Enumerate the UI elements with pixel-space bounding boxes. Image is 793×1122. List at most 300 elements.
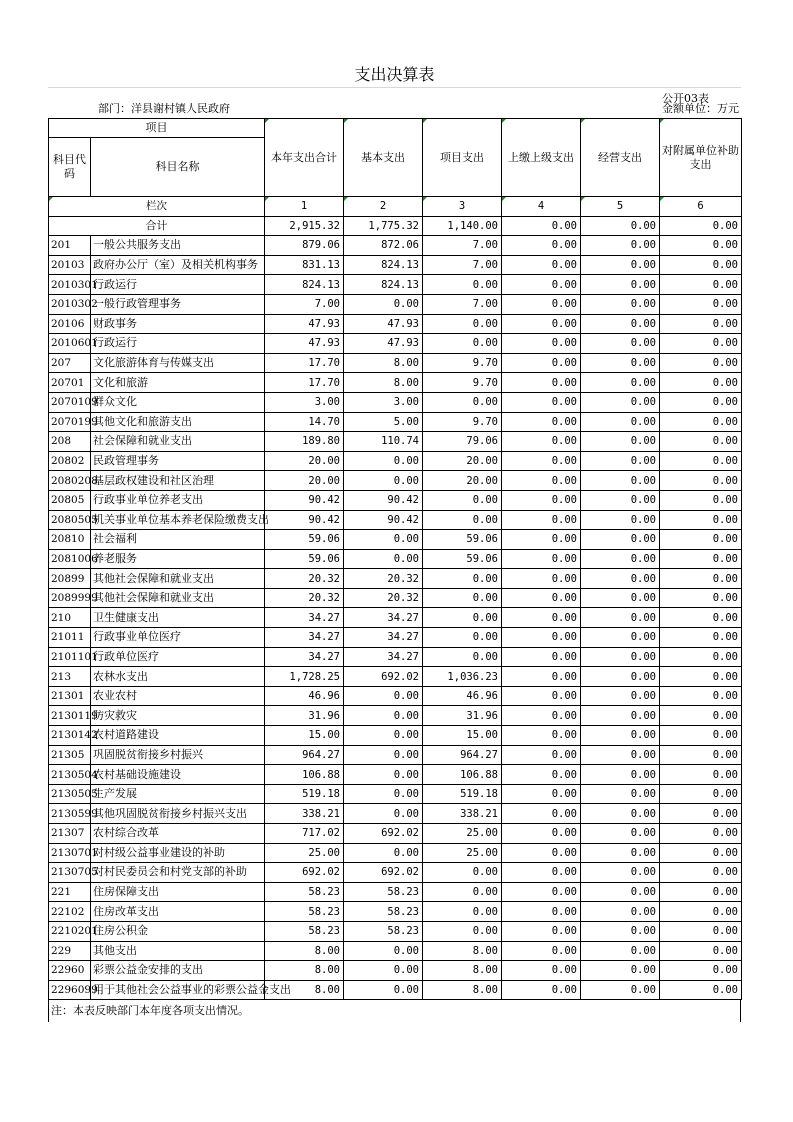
amount-cell: 0.00 [660,530,742,550]
amount-cell: 0.00 [502,628,581,648]
subject-code: 208 [49,432,91,452]
amount-cell: 0.00 [344,980,423,1000]
amount-cell: 25.00 [423,824,502,844]
amount-cell: 34.27 [265,628,344,648]
subject-name: 一般行政管理事务 [91,294,265,314]
amount-cell: 0.00 [581,863,660,883]
amount-cell: 0.00 [581,824,660,844]
amount-cell: 0.00 [581,490,660,510]
amount-cell: 0.00 [502,549,581,569]
amount-cell: 0.00 [660,824,742,844]
subject-code: 2010601 [49,334,91,354]
amount-cell: 7.00 [423,236,502,256]
amount-cell: 0.00 [660,255,742,275]
amount-cell: 0.00 [502,863,581,883]
amount-cell: 872.06 [344,236,423,256]
amount-cell: 0.00 [423,569,502,589]
amount-cell: 0.00 [660,804,742,824]
subject-name: 财政事务 [91,314,265,334]
subject-name: 对村级公益事业建设的补助 [91,843,265,863]
subject-name: 行政事业单位养老支出 [91,490,265,510]
amount-cell: 0.00 [581,236,660,256]
amount-cell: 0.00 [502,275,581,295]
amount-cell: 0.00 [502,353,581,373]
subject-code: 213 [49,667,91,687]
amount-cell: 20.32 [344,569,423,589]
subject-code: 20810 [49,530,91,550]
amount-cell: 1,036.23 [423,667,502,687]
amount-cell: 58.23 [265,921,344,941]
amount-cell: 0.00 [344,451,423,471]
amount-cell: 0.00 [660,726,742,746]
col-upper-header: 上缴上级支出 [502,119,581,197]
index-cell: 3 [423,197,502,217]
amount-cell: 47.93 [265,314,344,334]
amount-cell: 0.00 [502,608,581,628]
amount-cell: 59.06 [423,530,502,550]
table-row [49,314,742,334]
expenditure-table [48,118,742,1000]
amount-cell: 47.93 [265,334,344,354]
amount-cell: 0.00 [581,902,660,922]
amount-cell: 15.00 [265,726,344,746]
amount-cell: 0.00 [344,294,423,314]
amount-cell: 0.00 [344,549,423,569]
amount-cell: 0.00 [660,392,742,412]
amount-cell: 9.70 [423,412,502,432]
amount-cell: 0.00 [502,667,581,687]
amount-cell: 0.00 [660,882,742,902]
amount-cell: 0.00 [502,961,581,981]
subject-code: 2010301 [49,275,91,295]
total-cell: 1,775.32 [344,216,423,236]
subject-name: 行政单位医疗 [91,647,265,667]
subject-name: 文化旅游体育与传媒支出 [91,353,265,373]
amount-cell: 0.00 [660,471,742,491]
amount-cell: 0.00 [660,667,742,687]
name-header: 科目名称 [91,138,265,197]
table-row [49,647,742,667]
amount-cell: 7.00 [265,294,344,314]
subject-name: 农业农村 [91,686,265,706]
amount-cell: 0.00 [502,706,581,726]
amount-cell: 0.00 [581,843,660,863]
table-row [49,686,742,706]
amount-cell: 0.00 [502,451,581,471]
subject-code: 2070199 [49,412,91,432]
amount-cell: 20.00 [265,451,344,471]
index-cell: 5 [581,197,660,217]
table-row [49,432,742,452]
amount-cell: 0.00 [502,941,581,961]
amount-cell: 20.32 [265,569,344,589]
meta-row [48,88,741,118]
amount-cell: 0.00 [581,667,660,687]
amount-cell: 0.00 [581,726,660,746]
amount-cell: 0.00 [502,588,581,608]
table-row [49,451,742,471]
amount-cell: 47.93 [344,334,423,354]
total-cell: 0.00 [660,216,742,236]
amount-cell: 8.00 [344,353,423,373]
subject-code: 2130504 [49,765,91,785]
amount-cell: 31.96 [423,706,502,726]
subject-code: 2070109 [49,392,91,412]
table-row [49,882,742,902]
amount-cell: 0.00 [660,510,742,530]
amount-cell: 58.23 [265,902,344,922]
amount-cell: 0.00 [502,765,581,785]
amount-cell: 189.80 [265,432,344,452]
page-title: 支出决算表 [354,65,435,84]
amount-cell: 5.00 [344,412,423,432]
table-row [49,961,742,981]
amount-cell: 0.00 [581,510,660,530]
subject-code: 2130701 [49,843,91,863]
amount-cell: 0.00 [660,863,742,883]
table-row [49,510,742,530]
amount-cell: 90.42 [344,490,423,510]
table-row [49,921,742,941]
amount-cell: 964.27 [265,745,344,765]
amount-cell: 0.00 [581,941,660,961]
amount-cell: 106.88 [423,765,502,785]
amount-cell: 0.00 [423,628,502,648]
department-label: 部门：洋县谢村镇人民政府 [98,102,230,115]
amount-cell: 0.00 [660,373,742,393]
footnote: 注：本表反映部门本年度各项支出情况。 [48,1000,741,1022]
amount-cell: 0.00 [581,334,660,354]
table-row [49,863,742,883]
subject-code: 21307 [49,824,91,844]
amount-cell: 14.70 [265,412,344,432]
amount-cell: 692.02 [344,863,423,883]
amount-cell: 15.00 [423,726,502,746]
amount-cell: 824.13 [265,275,344,295]
amount-cell: 34.27 [265,608,344,628]
amount-cell: 46.96 [423,686,502,706]
amount-cell: 106.88 [265,765,344,785]
amount-cell: 20.00 [265,471,344,491]
amount-cell: 20.00 [423,471,502,491]
amount-cell: 0.00 [660,353,742,373]
subject-name: 用于其他社会公益事业的彩票公益金支出 [91,980,265,1000]
amount-cell: 59.06 [423,549,502,569]
subject-name: 其他社会保障和就业支出 [91,588,265,608]
total-cell: 2,915.32 [265,216,344,236]
amount-cell: 0.00 [423,863,502,883]
amount-cell: 0.00 [660,647,742,667]
index-label: 栏次 [49,197,265,217]
total-cell: 0.00 [502,216,581,236]
subject-name: 彩票公益金安排的支出 [91,961,265,981]
amount-cell: 3.00 [265,392,344,412]
amount-cell: 0.00 [502,510,581,530]
amount-cell: 0.00 [502,334,581,354]
amount-cell: 0.00 [344,843,423,863]
amount-cell: 58.23 [344,902,423,922]
amount-cell: 0.00 [581,471,660,491]
form-number: 公开03表 [662,92,709,105]
amount-cell: 0.00 [660,765,742,785]
subject-name: 其他文化和旅游支出 [91,412,265,432]
amount-cell: 0.00 [660,961,742,981]
table-row [49,471,742,491]
subject-name: 农村基础设施建设 [91,765,265,785]
amount-cell: 0.00 [581,588,660,608]
amount-cell: 0.00 [502,784,581,804]
table-body [49,236,742,1000]
amount-cell: 0.00 [581,530,660,550]
table-row [49,980,742,1000]
amount-cell: 0.00 [423,647,502,667]
item-group-header: 项目 [49,119,265,138]
code-header: 科目代码 [49,138,91,197]
amount-cell: 0.00 [423,588,502,608]
amount-cell: 0.00 [581,921,660,941]
amount-cell: 692.02 [344,824,423,844]
table-row [49,392,742,412]
amount-cell: 0.00 [660,921,742,941]
amount-cell: 0.00 [423,490,502,510]
col-project-header: 项目支出 [423,119,502,197]
subject-code: 20106 [49,314,91,334]
table-row [49,765,742,785]
amount-cell: 46.96 [265,686,344,706]
amount-cell: 0.00 [344,530,423,550]
amount-cell: 0.00 [660,628,742,648]
amount-cell: 338.21 [265,804,344,824]
amount-cell: 0.00 [660,745,742,765]
table-row [49,667,742,687]
subject-code: 2080208 [49,471,91,491]
amount-cell: 0.00 [581,980,660,1000]
amount-cell: 0.00 [502,902,581,922]
subject-name: 行政运行 [91,275,265,295]
subject-code: 2010302 [49,294,91,314]
index-cell: 6 [660,197,742,217]
amount-cell: 0.00 [423,882,502,902]
amount-cell: 7.00 [423,255,502,275]
total-row [49,216,742,236]
table-row [49,236,742,256]
amount-cell: 8.00 [265,941,344,961]
amount-cell: 0.00 [660,451,742,471]
amount-cell: 0.00 [581,745,660,765]
subject-code: 2089999 [49,588,91,608]
subject-name: 文化和旅游 [91,373,265,393]
amount-cell: 0.00 [502,471,581,491]
amount-cell: 0.00 [502,647,581,667]
amount-cell: 0.00 [660,843,742,863]
amount-cell: 0.00 [581,549,660,569]
subject-code: 22102 [49,902,91,922]
subject-name: 防灾救灾 [91,706,265,726]
amount-cell: 0.00 [423,314,502,334]
table-row [49,706,742,726]
amount-cell: 0.00 [660,941,742,961]
amount-cell: 0.00 [581,294,660,314]
subject-name: 对村民委员会和村党支部的补助 [91,863,265,883]
amount-cell: 34.27 [265,647,344,667]
amount-cell: 20.00 [423,451,502,471]
subject-code: 2130505 [49,784,91,804]
amount-cell: 0.00 [423,608,502,628]
amount-cell: 0.00 [660,334,742,354]
amount-cell: 31.96 [265,706,344,726]
subject-name: 住房改革支出 [91,902,265,922]
amount-cell: 0.00 [581,412,660,432]
amount-cell: 0.00 [344,784,423,804]
amount-cell: 0.00 [502,432,581,452]
amount-cell: 0.00 [581,784,660,804]
table-row [49,784,742,804]
amount-cell: 17.70 [265,353,344,373]
expenditure-sheet [48,58,741,1022]
amount-cell: 47.93 [344,314,423,334]
amount-cell: 0.00 [344,686,423,706]
amount-cell: 0.00 [502,686,581,706]
amount-cell: 338.21 [423,804,502,824]
amount-cell: 0.00 [660,275,742,295]
amount-unit: 金额单位：万元 [662,102,739,115]
subject-code: 2130599 [49,804,91,824]
amount-cell: 0.00 [660,294,742,314]
amount-cell: 0.00 [660,686,742,706]
amount-cell: 0.00 [581,275,660,295]
table-row [49,490,742,510]
amount-cell: 7.00 [423,294,502,314]
table-row [49,726,742,746]
amount-cell: 0.00 [502,255,581,275]
amount-cell: 59.06 [265,549,344,569]
subject-code: 22960 [49,961,91,981]
table-row [49,294,742,314]
amount-cell: 824.13 [344,275,423,295]
amount-cell: 25.00 [265,843,344,863]
col-total-header: 本年支出合计 [265,119,344,197]
index-cell: 1 [265,197,344,217]
amount-cell: 964.27 [423,745,502,765]
table-row [49,628,742,648]
subject-code: 2081006 [49,549,91,569]
amount-cell: 8.00 [423,941,502,961]
amount-cell: 0.00 [581,882,660,902]
amount-cell: 9.70 [423,353,502,373]
col-subsidy-header: 对附属单位补助支出 [660,119,742,197]
amount-cell: 0.00 [502,412,581,432]
subject-name: 住房保障支出 [91,882,265,902]
table-row [49,569,742,589]
amount-cell: 0.00 [344,804,423,824]
amount-cell: 90.42 [265,510,344,530]
amount-cell: 0.00 [502,824,581,844]
subject-name: 一般公共服务支出 [91,236,265,256]
amount-cell: 0.00 [344,706,423,726]
amount-cell: 20.32 [265,588,344,608]
amount-cell: 0.00 [581,392,660,412]
amount-cell: 90.42 [265,490,344,510]
table-row [49,588,742,608]
table-row [49,745,742,765]
amount-cell: 0.00 [581,569,660,589]
amount-cell: 110.74 [344,432,423,452]
total-label: 合计 [49,216,265,236]
subject-name: 农村道路建设 [91,726,265,746]
amount-cell: 824.13 [344,255,423,275]
table-row [49,843,742,863]
amount-cell: 0.00 [660,549,742,569]
subject-code: 207 [49,353,91,373]
amount-cell: 59.06 [265,530,344,550]
table-row [49,941,742,961]
subject-name: 社会福利 [91,530,265,550]
amount-cell: 0.00 [502,530,581,550]
amount-cell: 0.00 [423,392,502,412]
amount-cell: 0.00 [502,569,581,589]
amount-cell: 0.00 [423,334,502,354]
subject-code: 21301 [49,686,91,706]
amount-cell: 0.00 [660,236,742,256]
amount-cell: 79.06 [423,432,502,452]
amount-cell: 1,728.25 [265,667,344,687]
amount-cell: 0.00 [502,726,581,746]
subject-name: 社会保障和就业支出 [91,432,265,452]
amount-cell: 34.27 [344,628,423,648]
col-business-header: 经营支出 [581,119,660,197]
amount-cell: 692.02 [344,667,423,687]
table-row [49,530,742,550]
subject-name: 行政事业单位医疗 [91,628,265,648]
subject-name: 其他支出 [91,941,265,961]
subject-code: 2210201 [49,921,91,941]
total-cell: 0.00 [581,216,660,236]
amount-cell: 519.18 [423,784,502,804]
amount-cell: 0.00 [502,745,581,765]
amount-cell: 0.00 [660,314,742,334]
amount-cell: 34.27 [344,647,423,667]
subject-name: 民政管理事务 [91,451,265,471]
amount-cell: 34.27 [344,608,423,628]
title-row [48,58,741,88]
amount-cell: 0.00 [344,745,423,765]
subject-code: 221 [49,882,91,902]
amount-cell: 0.00 [344,961,423,981]
amount-cell: 20.32 [344,588,423,608]
amount-cell: 0.00 [502,392,581,412]
subject-name: 行政运行 [91,334,265,354]
amount-cell: 0.00 [581,706,660,726]
amount-cell: 3.00 [344,392,423,412]
amount-cell: 519.18 [265,784,344,804]
subject-code: 2130142 [49,726,91,746]
amount-cell: 0.00 [660,490,742,510]
total-cell: 1,140.00 [423,216,502,236]
amount-cell: 9.70 [423,373,502,393]
amount-cell: 8.00 [423,980,502,1000]
amount-cell: 0.00 [581,353,660,373]
amount-cell: 692.02 [265,863,344,883]
amount-cell: 0.00 [502,804,581,824]
subject-code: 21305 [49,745,91,765]
amount-cell: 0.00 [581,961,660,981]
subject-name: 巩固脱贫衔接乡村振兴 [91,745,265,765]
amount-cell: 0.00 [660,980,742,1000]
amount-cell: 0.00 [660,412,742,432]
amount-cell: 58.23 [344,921,423,941]
amount-cell: 0.00 [502,314,581,334]
subject-name: 机关事业单位基本养老保险缴费支出 [91,510,265,530]
